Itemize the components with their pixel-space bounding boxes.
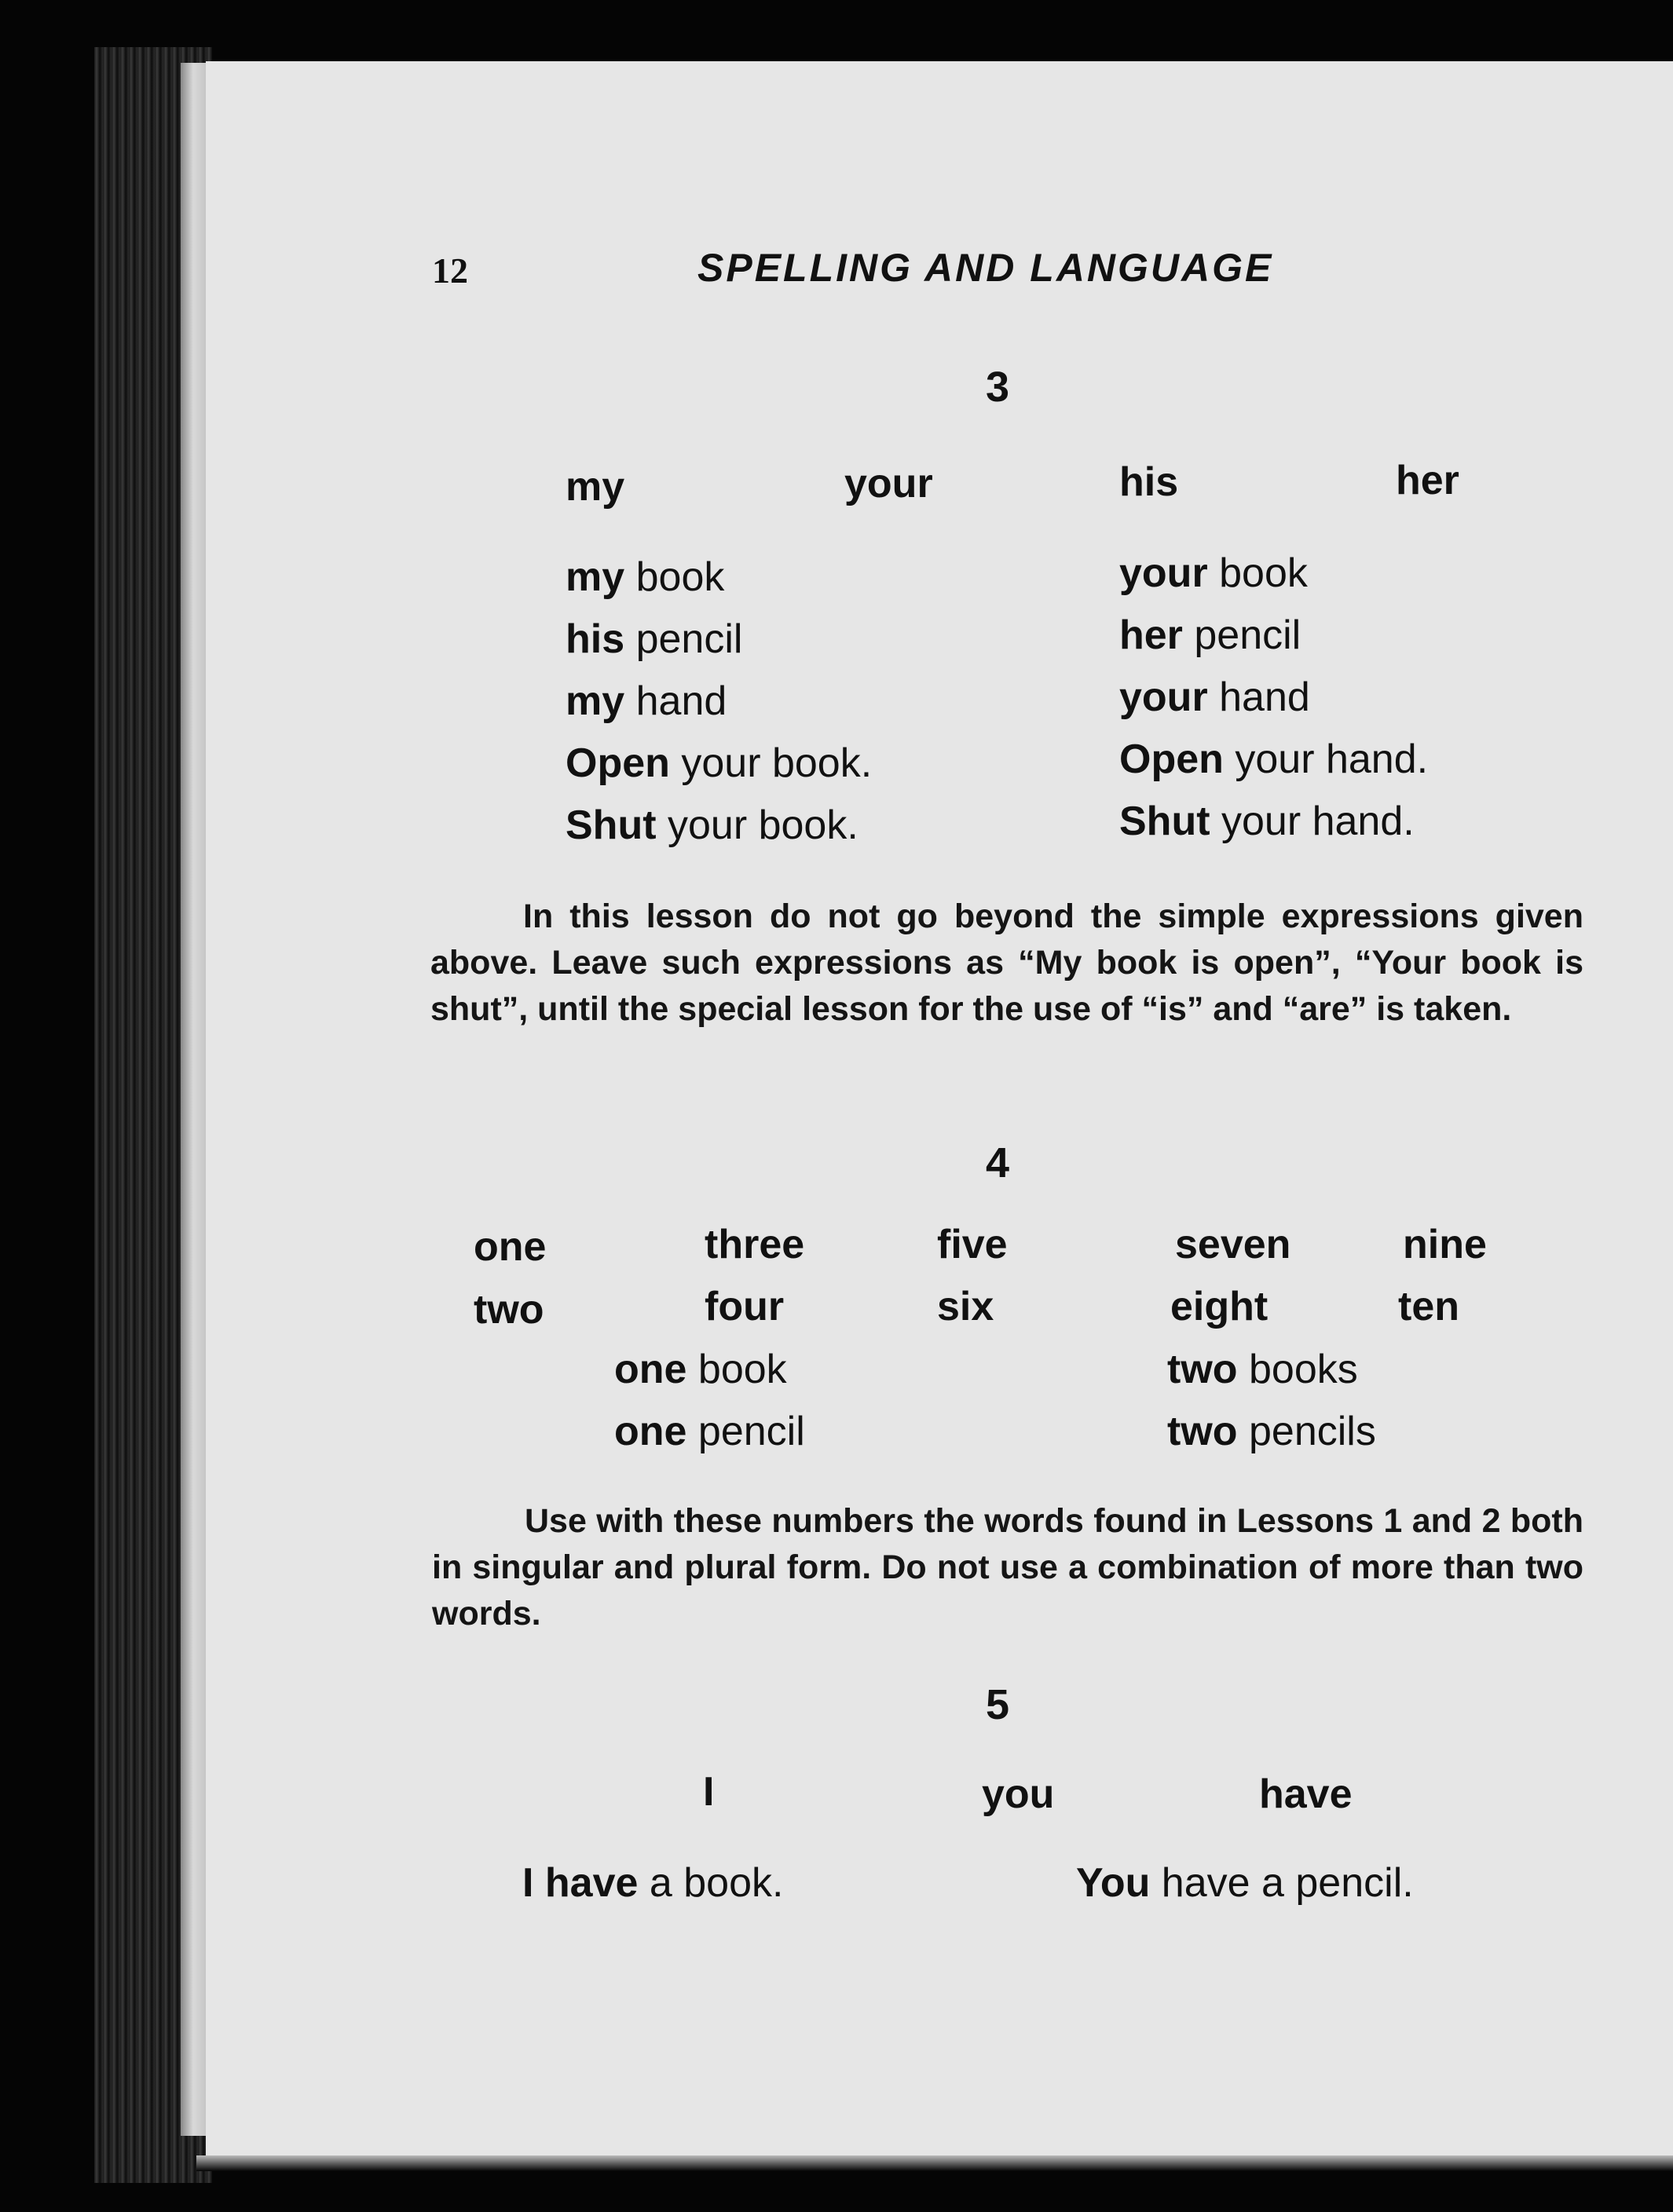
- lesson-3-word: her: [1396, 458, 1459, 503]
- lesson-4-phrase: two books: [1167, 1347, 1358, 1392]
- lesson-4-phrase: two pencils: [1167, 1409, 1376, 1454]
- number-word: eight: [1170, 1284, 1268, 1329]
- number-word: four: [705, 1284, 785, 1329]
- number-word: one: [474, 1224, 547, 1270]
- lesson-3-phrase: your book: [1119, 550, 1308, 596]
- number-word: five: [937, 1222, 1008, 1267]
- running-title: SPELLING AND LANGUAGE: [697, 246, 1274, 290]
- lesson-3-number: 3: [986, 364, 1010, 411]
- lesson-5-phrase: You have a pencil.: [1076, 1860, 1414, 1906]
- page-bottom-edge: [196, 2155, 1673, 2171]
- book-page: [206, 61, 1673, 2158]
- lesson-3-phrase: his pencil: [566, 616, 743, 662]
- lesson-3-word: his: [1119, 459, 1179, 505]
- number-word: nine: [1403, 1222, 1487, 1267]
- lesson-4-phrase: one pencil: [614, 1409, 805, 1454]
- lesson-3-phrase: your hand: [1119, 675, 1310, 720]
- lesson-3-word: my: [566, 464, 625, 510]
- number-word: seven: [1175, 1222, 1291, 1267]
- lesson-5-word: I: [703, 1769, 715, 1815]
- lesson-5-word: have: [1259, 1771, 1353, 1817]
- lesson-3-phrase: Open your book.: [566, 740, 873, 786]
- number-word: two: [474, 1287, 544, 1333]
- lesson-4-number: 4: [986, 1139, 1010, 1186]
- lesson-3-note: In this lesson do not go beyond the simple expressions given above. Leave such expressions as “My book is open”, “Your book is shut”, until the special lesson for the use of “is” and “are” is taken.: [430, 898, 1583, 1028]
- number-word: six: [937, 1284, 994, 1329]
- lesson-4-note: Use with these numbers the words found in Lessons 1 and 2 both in singular and plural form. Do not use a combination of more than two words.: [432, 1502, 1583, 1632]
- lesson-3-word: your: [844, 461, 933, 506]
- page-number: 12: [432, 250, 468, 291]
- lesson-3-phrase: my book: [566, 554, 725, 600]
- lesson-5-phrase: I have a book.: [522, 1860, 784, 1906]
- lesson-3-phrase: Shut your hand.: [1119, 799, 1415, 844]
- number-word: ten: [1398, 1284, 1459, 1329]
- number-word: three: [705, 1222, 805, 1267]
- lesson-3-phrase: Open your hand.: [1119, 737, 1429, 782]
- lesson-5-word: you: [982, 1771, 1055, 1817]
- lesson-4-phrase: one book: [614, 1347, 787, 1392]
- lesson-3-phrase: her pencil: [1119, 612, 1301, 658]
- lesson-3-phrase: my hand: [566, 678, 727, 724]
- lesson-5-number: 5: [986, 1681, 1010, 1728]
- lesson-3-phrase: Shut your book.: [566, 803, 858, 848]
